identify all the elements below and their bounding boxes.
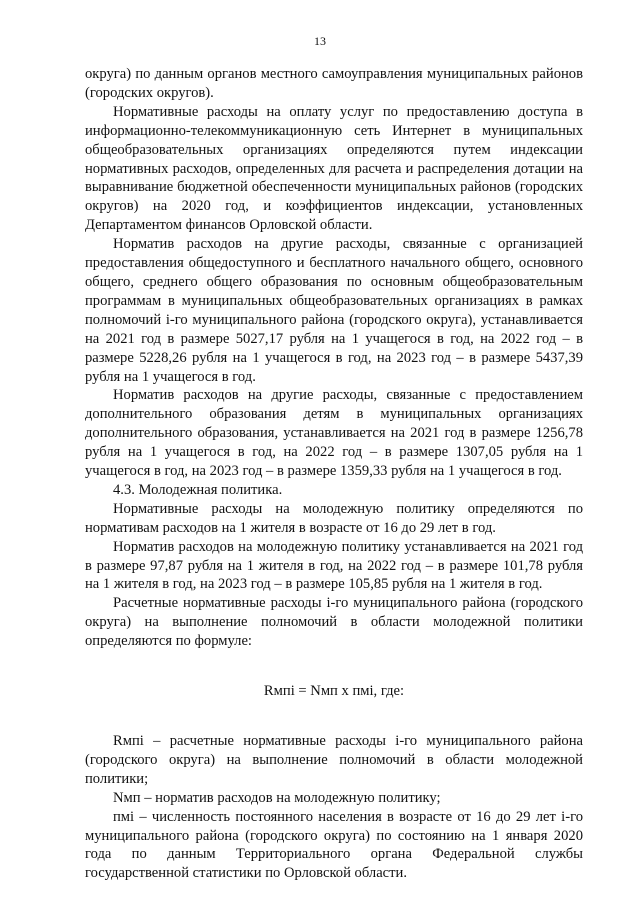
paragraph-continuation: округа) по данным органов местного самоуправления муниципальных районов (городских округов). — [85, 66, 583, 101]
paragraph-youth-policy-expenses: Нормативные расходы на молодежную политику определяются по нормативам расходов на 1 жителя в возрасте от 16 до 29 лет в год. — [85, 500, 583, 536]
section-heading-youth-policy: 4.3. Молодежная политика. — [113, 481, 283, 498]
page-number: 13 — [314, 34, 326, 48]
paragraph-general-education-norm: Норматив расходов на другие расходы, связанные с организацией предоставления общедоступного и бесплатного начального общего, основного общего, среднего общего образования по основным общеобразовательным программам в муниципальных общеобразовательных организациях в рамках полномочий i-го муниципального района (городского округа), устанавливается на 2021 год в размере 5027,17 рубля на 1 учащегося в год, на 2022 год – в размере 5228,26 рубля на 1 учащегося в год, на 2023 год – в размере 5437,39 рубля на 1 учащегося в год. — [85, 236, 583, 385]
definition-pmi: пмi – численность постоянного населения в возрасте от 16 до 29 лет i-го муниципального района (городского округа) по состоянию на 1 января 2020 года по данным Территориального органа Федеральной службы государственной статистики по Орловской области. — [85, 808, 583, 882]
paragraph-formula-intro: Расчетные нормативные расходы i-го муниципального района (городского округа) на выполнение полномочий в области молодежной политики определяются по формуле: — [85, 595, 583, 650]
paragraph-additional-education-norm: Норматив расходов на другие расходы, связанные с предоставлением дополнительного образования детям в муниципальных организациях дополнительного образования, устанавливается на 2021 год в размере 1256,78 рубля на 1 учащегося в год, на 2022 год – в размере 1307,05 рубля на 1 учащегося в год, на 2023 год – в размере 1359,33 рубля на 1 учащегося в год. — [85, 387, 583, 480]
definition-nmp: Nмп – норматив расходов на молодежную политику; — [113, 789, 441, 806]
document-body — [85, 65, 583, 883]
paragraph-internet-expenses: Нормативные расходы на оплату услуг по предоставлению доступа в информационно-телекоммуникационную сеть Интернет в муниципальных общеобразовательных организациях определяются путем индексации нормативных расходов, определенных для расчета и распределения дотации на выравнивание бюджетной обеспеченности муниципальных районов (городских округов) на 2020 год, и коэффициентов индексации, установленных Департаментом финансов Орловской области. — [85, 103, 583, 234]
definition-rmpi: Rмпi – расчетные нормативные расходы i-го муниципального района (городского округа) на выполнение полномочий в области молодежной политики; — [85, 733, 583, 787]
paragraph-youth-policy-norm: Норматив расходов на молодежную политику устанавливается на 2021 год в размере 97,87 рубля на 1 жителя в год, на 2022 год – в размере 101,78 рубля на 1 жителя в год, на 2023 год – в размере 105,85 рубля на 1 жителя в год. — [85, 538, 583, 593]
formula: Rмпi = Nмп x пмi, где: — [263, 683, 405, 700]
